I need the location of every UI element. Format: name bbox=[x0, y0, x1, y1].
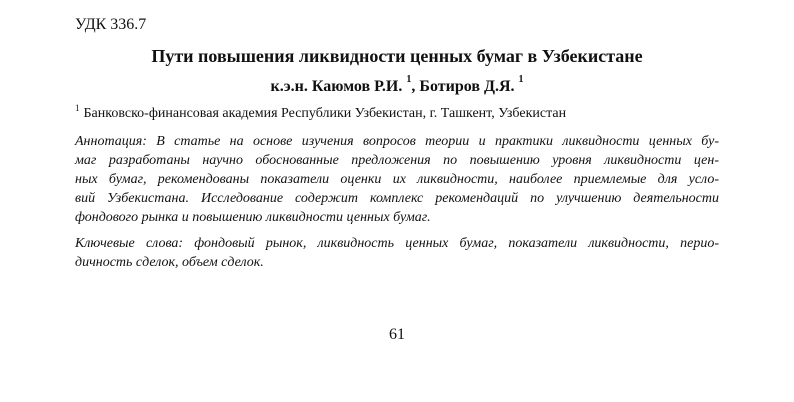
authors-separator: , bbox=[411, 78, 420, 95]
affiliation bbox=[75, 105, 566, 123]
affiliation-mark: 1 bbox=[75, 103, 80, 114]
abstract-line: маг разработаны научно обоснованные предложения по повышению уровня ликвидности цен- bbox=[75, 153, 719, 168]
author-2-name: Ботиров Д.Я. bbox=[419, 78, 515, 95]
abstract-line: Аннотация: В статье на основе изучения вопросов теории и практики ликвидности ценных бу- bbox=[75, 134, 719, 149]
keywords-line: дичность сделок, объем сделок. bbox=[75, 255, 264, 270]
abstract-line: ных бумаг, рекомендованы показатели оценки их ликвидности, наиболее приемлемые для усло- bbox=[75, 172, 719, 187]
keywords-line: Ключевые слова: фондовый рынок, ликвидность ценных бумаг, показатели ликвидности, перио- bbox=[75, 236, 719, 251]
abstract bbox=[75, 132, 719, 227]
page-number: 61 bbox=[389, 326, 405, 343]
abstract-line: вий Узбекистана. Исследование содержит комплекс рекомендаций по улучшению деятельности bbox=[75, 191, 719, 206]
author-1-name: к.э.н. Каюмов Р.И. bbox=[270, 78, 403, 95]
authors-line bbox=[0, 73, 794, 97]
abstract-line: фондового рынка и повышению ликвидности ценных бумаг. bbox=[75, 210, 431, 225]
paper-title: Пути повышения ликвидности ценных бумаг в Узбекистане bbox=[151, 46, 643, 66]
udc-code: УДК 336.7 bbox=[75, 16, 147, 33]
affiliation-text: Банковско-финансовая академия Республики Узбекистан, г. Ташкент, Узбекистан bbox=[83, 106, 567, 121]
keywords bbox=[75, 234, 719, 272]
author-2-affiliation-mark: 1 bbox=[518, 73, 524, 85]
author-1-affiliation-mark: 1 bbox=[406, 73, 412, 85]
